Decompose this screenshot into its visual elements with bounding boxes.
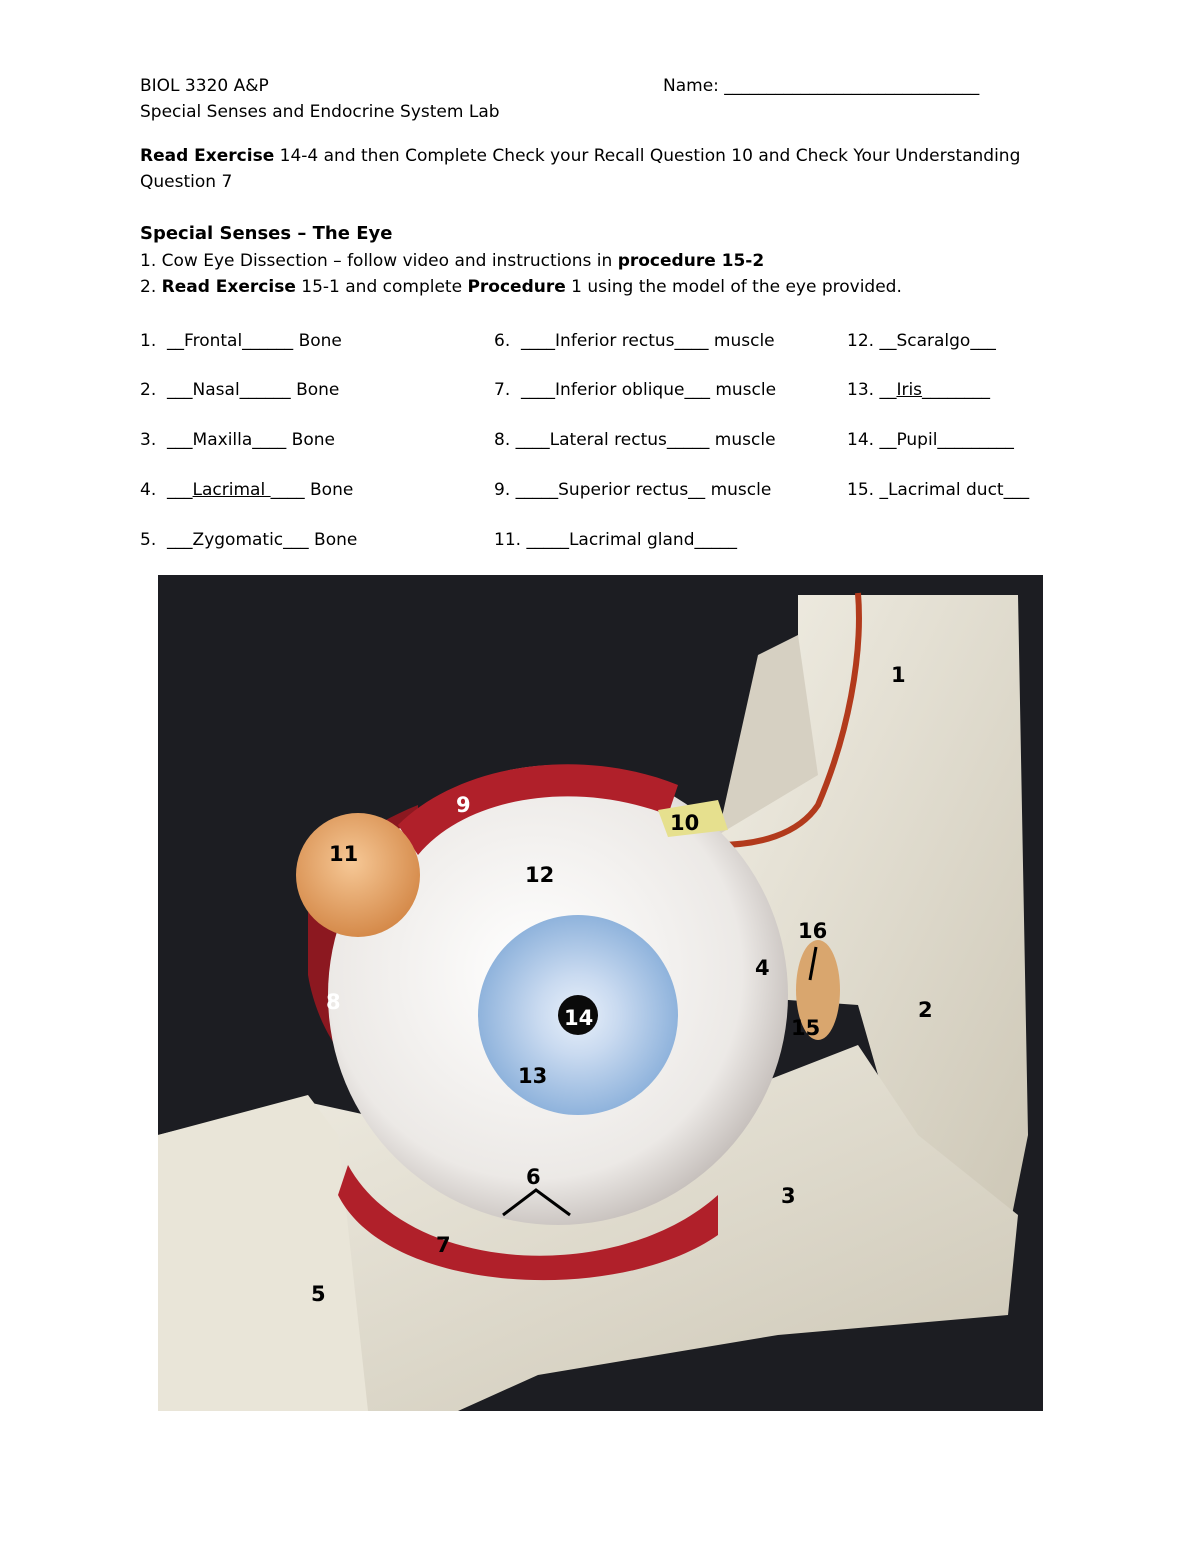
lacrimal-gland-shape <box>296 813 420 937</box>
answer-underlined: Iris <box>896 380 923 400</box>
answer-number: 14. <box>847 430 875 450</box>
answer-number: 9. <box>494 480 511 500</box>
label-8: 8 <box>326 990 341 1014</box>
answer-text: _____Lacrimal gland_____ <box>521 530 737 550</box>
label-11: 11 <box>329 842 359 866</box>
answer-text: ___ <box>156 480 193 500</box>
answer-5 <box>140 529 357 551</box>
answer-number: 6. <box>494 331 511 351</box>
zygomatic-bone <box>158 1095 368 1411</box>
answer-number: 2. <box>140 380 157 400</box>
answer-number: 15. <box>847 480 875 500</box>
eye-model-photo <box>158 575 1043 1411</box>
name-label: Name: <box>663 76 725 96</box>
answer-text-post: ________ <box>922 380 991 400</box>
answer-number: 11. <box>494 530 522 550</box>
answer-3 <box>140 429 335 451</box>
answer-6 <box>494 330 775 352</box>
answer-13 <box>847 379 990 401</box>
answer-number: 12. <box>847 331 875 351</box>
intro-bold: Read Exercise <box>140 146 275 166</box>
step-1-bold: procedure 15-2 <box>617 251 765 271</box>
answer-4 <box>140 479 353 501</box>
eye-model-illustration <box>158 575 1043 1411</box>
answer-text: __Scaralgo___ <box>874 331 996 351</box>
answer-2 <box>140 379 339 401</box>
answer-number: 13. <box>847 380 875 400</box>
label-12: 12 <box>525 863 555 887</box>
step-2-bold-2: Procedure <box>467 277 566 297</box>
name-blank[interactable]: ______________________________ <box>724 76 980 96</box>
intro-line-1 <box>140 145 1020 167</box>
label-9: 9 <box>456 793 471 817</box>
label-13: 13 <box>518 1064 548 1088</box>
answer-11 <box>494 529 737 551</box>
answer-text: ___Nasal______ Bone <box>156 380 340 400</box>
answer-text: __Frontal______ Bone <box>156 331 342 351</box>
label-7: 7 <box>436 1233 451 1257</box>
answer-8 <box>494 429 776 451</box>
lab-subtitle: Special Senses and Endocrine System Lab <box>140 102 500 122</box>
answer-text: __Pupil_________ <box>874 430 1014 450</box>
label-16: 16 <box>798 919 828 943</box>
answer-text: __ <box>874 380 897 400</box>
answer-12 <box>847 330 996 352</box>
answer-9 <box>494 479 771 501</box>
step-2-text-2: 1 using the model of the eye provided. <box>565 277 902 297</box>
section-title: Special Senses – The Eye <box>140 223 393 244</box>
step-2-text-1: 15-1 and complete <box>295 277 468 297</box>
answer-text: _Lacrimal duct___ <box>874 480 1030 500</box>
step-2-num: 2. <box>140 277 162 297</box>
answer-number: 1. <box>140 331 157 351</box>
answer-15 <box>847 479 1029 501</box>
answer-number: 8. <box>494 430 511 450</box>
label-10: 10 <box>670 811 700 835</box>
answer-text: _____Superior rectus__ muscle <box>510 480 772 500</box>
step-1 <box>140 250 764 272</box>
label-1: 1 <box>891 663 906 687</box>
name-field[interactable] <box>663 75 979 97</box>
step-2 <box>140 276 902 298</box>
answer-underlined: Lacrimal <box>192 480 271 500</box>
label-2: 2 <box>918 998 933 1022</box>
intro-line-2: Question 7 <box>140 172 233 192</box>
answer-text: ____Inferior rectus____ muscle <box>510 331 775 351</box>
label-14: 14 <box>564 1006 594 1030</box>
answer-text: ___Zygomatic___ Bone <box>156 530 358 550</box>
answer-number: 5. <box>140 530 157 550</box>
label-6: 6 <box>526 1165 541 1189</box>
answer-14 <box>847 429 1014 451</box>
label-3: 3 <box>781 1184 796 1208</box>
step-2-bold-1: Read Exercise <box>161 277 296 297</box>
step-1-text: 1. Cow Eye Dissection – follow video and instructions in <box>140 251 618 271</box>
intro-text: 14-4 and then Complete Check your Recall Question 10 and Check Your Understanding <box>274 146 1021 166</box>
answer-number: 3. <box>140 430 157 450</box>
course-code: BIOL 3320 A&P <box>140 76 269 96</box>
answer-text-post: ____ Bone <box>270 480 354 500</box>
label-15: 15 <box>791 1016 821 1040</box>
answer-7 <box>494 379 776 401</box>
label-4: 4 <box>755 956 770 980</box>
answer-text: ____Lateral rectus_____ muscle <box>510 430 776 450</box>
answer-text: ___Maxilla____ Bone <box>156 430 335 450</box>
answer-1 <box>140 330 342 352</box>
answer-text: ____Inferior oblique___ muscle <box>510 380 777 400</box>
answer-number: 4. <box>140 480 157 500</box>
label-5: 5 <box>311 1282 326 1306</box>
answer-number: 7. <box>494 380 511 400</box>
